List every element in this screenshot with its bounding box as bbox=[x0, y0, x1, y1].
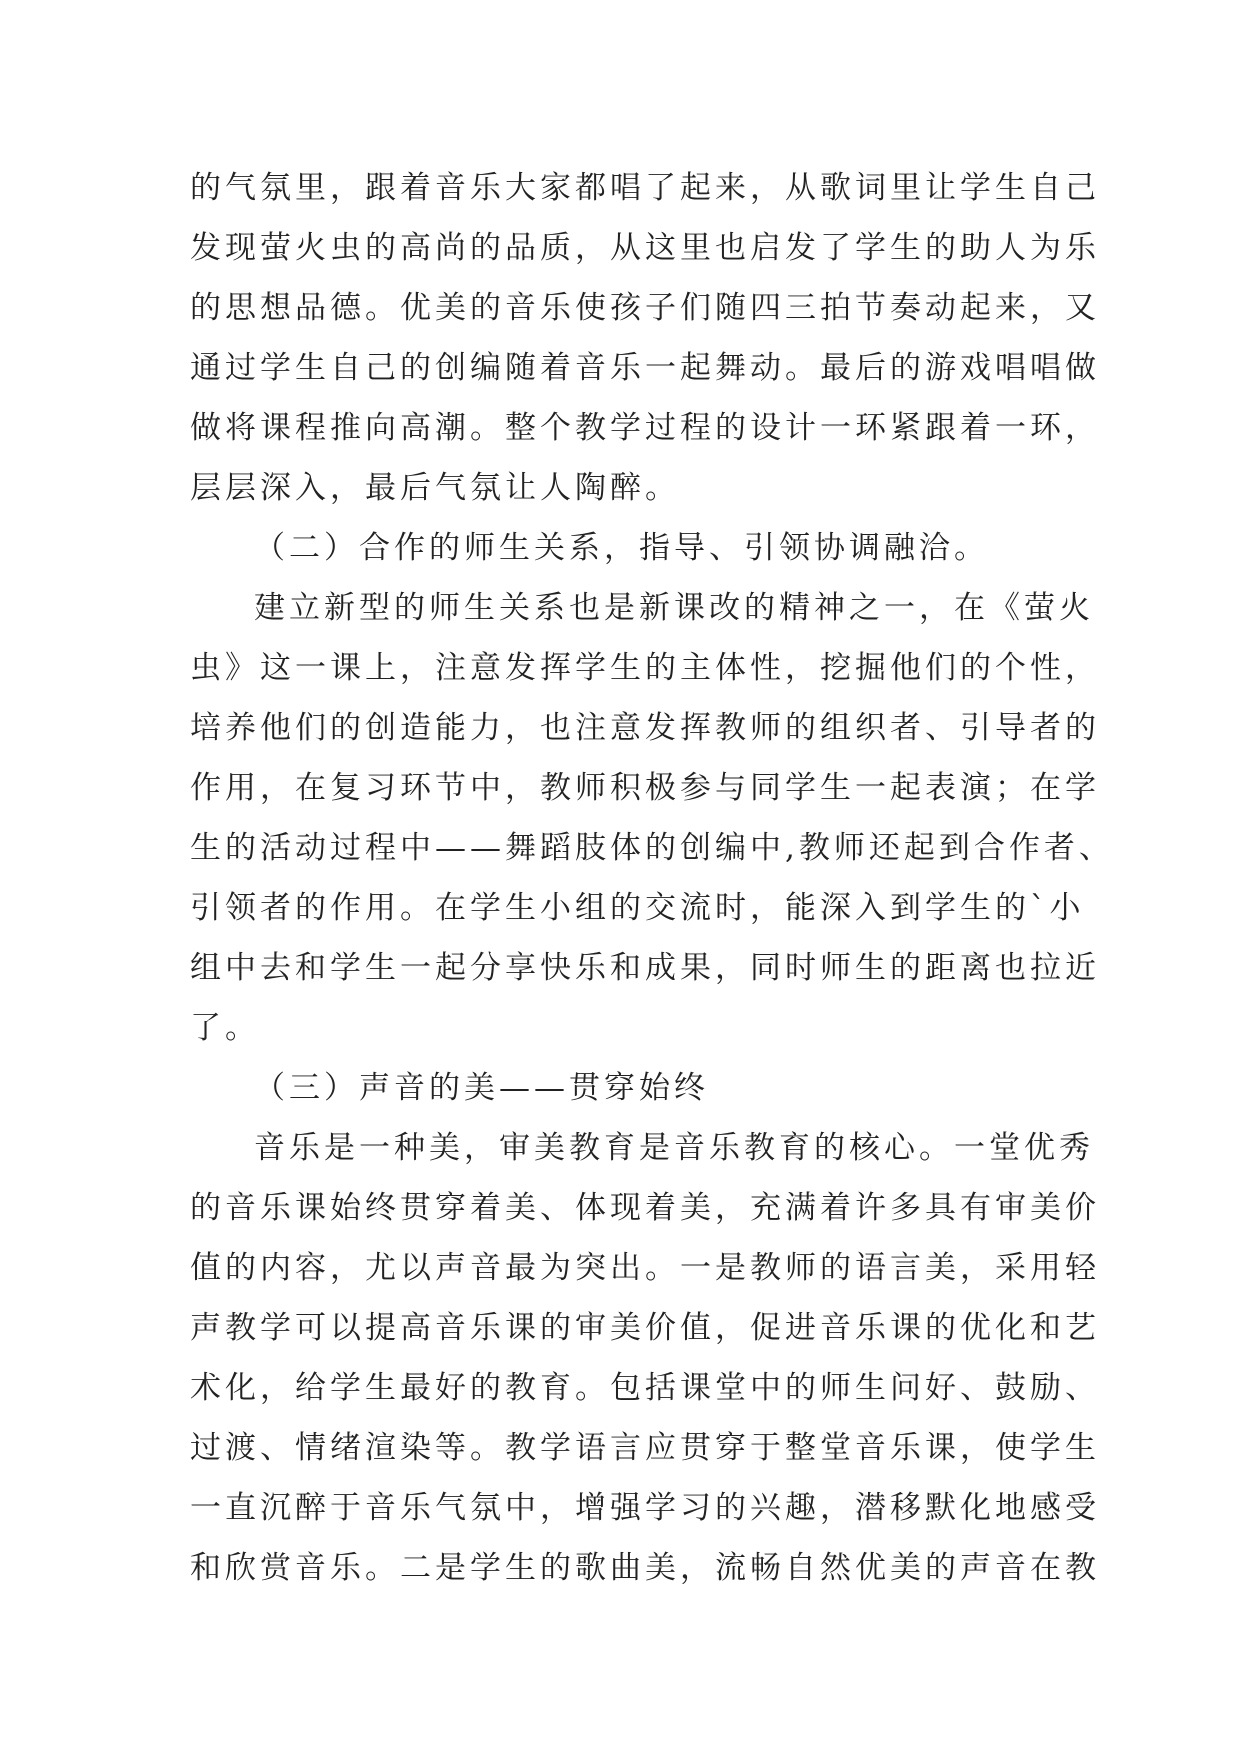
paragraph-1-line-4: 通过学生自己的创编随着音乐一起舞动。最后的游戏唱唱做 bbox=[190, 350, 1100, 386]
paragraph-1-line-3: 的思想品德。优美的音乐使孩子们随四三拍节奏动起来，又 bbox=[190, 290, 1100, 326]
section-heading-3: （三）声音的美——贯穿始终 bbox=[254, 1070, 709, 1106]
paragraph-1-line-6: 层层深入，最后气氛让人陶醉。 bbox=[190, 470, 680, 506]
paragraph-1-line-5: 做将课程推向高潮。整个教学过程的设计一环紧跟着一环， bbox=[190, 410, 1100, 446]
document-body bbox=[190, 158, 1114, 1598]
paragraph-2-line-7: 组中去和学生一起分享快乐和成果，同时师生的距离也拉近 bbox=[190, 950, 1100, 986]
paragraph-2-line-5: 生的活动过程中——舞蹈肢体的创编中,教师还起到合作者、 bbox=[190, 830, 1114, 866]
paragraph-2-line-6: 引领者的作用。在学生小组的交流时，能深入到学生的`小 bbox=[190, 890, 1085, 926]
paragraph-3-line-4: 声教学可以提高音乐课的审美价值，促进音乐课的优化和艺 bbox=[190, 1310, 1100, 1346]
section-heading-2: （二）合作的师生关系，指导、引领协调融洽。 bbox=[254, 530, 989, 566]
paragraph-3-line-5: 术化，给学生最好的教育。包括课堂中的师生问好、鼓励、 bbox=[190, 1370, 1100, 1406]
paragraph-2-line-4: 作用，在复习环节中，教师积极参与同学生一起表演；在学 bbox=[190, 770, 1100, 806]
paragraph-3-line-6: 过渡、情绪渲染等。教学语言应贯穿于整堂音乐课，使学生 bbox=[190, 1430, 1100, 1466]
paragraph-2-line-8: 了。 bbox=[190, 1010, 260, 1046]
paragraph-3-line-7: 一直沉醉于音乐气氛中，增强学习的兴趣，潜移默化地感受 bbox=[190, 1490, 1100, 1526]
paragraph-3-line-2: 的音乐课始终贯穿着美、体现着美，充满着许多具有审美价 bbox=[190, 1190, 1100, 1226]
paragraph-3-line-1: 音乐是一种美，审美教育是音乐教育的核心。一堂优秀 bbox=[254, 1130, 1094, 1166]
paragraph-1-line-1: 的气氛里，跟着音乐大家都唱了起来，从歌词里让学生自己 bbox=[190, 170, 1100, 206]
paragraph-3-line-3: 值的内容，尤以声音最为突出。一是教师的语言美，采用轻 bbox=[190, 1250, 1100, 1286]
paragraph-2-line-3: 培养他们的创造能力，也注意发挥教师的组织者、引导者的 bbox=[190, 710, 1100, 746]
paragraph-2-line-1: 建立新型的师生关系也是新课改的精神之一，在《萤火 bbox=[254, 590, 1094, 626]
paragraph-2-line-2: 虫》这一课上，注意发挥学生的主体性，挖掘他们的个性， bbox=[190, 650, 1100, 686]
paragraph-1-line-2: 发现萤火虫的高尚的品质，从这里也启发了学生的助人为乐 bbox=[190, 230, 1100, 266]
paragraph-3-line-8: 和欣赏音乐。二是学生的歌曲美，流畅自然优美的声音在教 bbox=[190, 1550, 1100, 1586]
